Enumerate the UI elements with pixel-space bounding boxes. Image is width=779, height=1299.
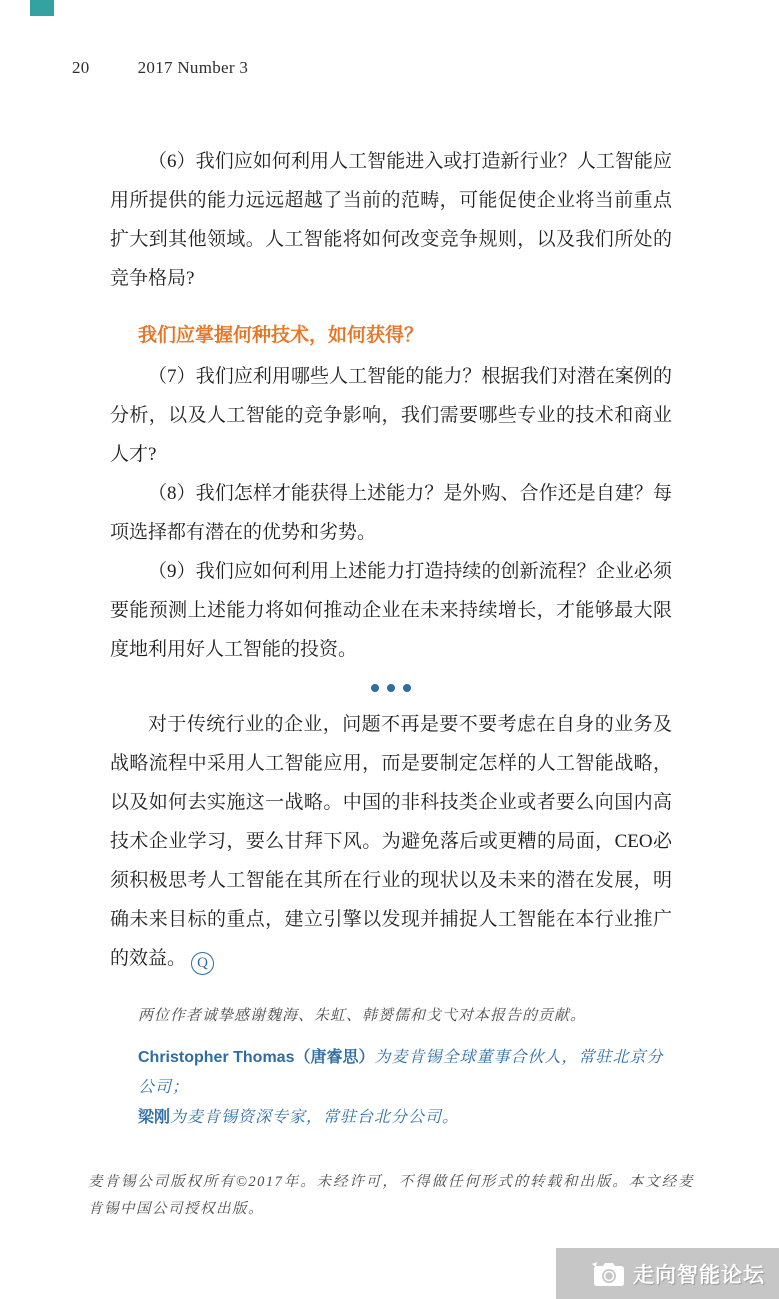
author-bios: [138, 1043, 672, 1133]
paragraph-question-9: （9）我们应如何利用上述能力打造持续的创新流程？企业必须要能预测上述能力将如何推动企业在未来持续增长，才能够最大限度地利用好人工智能的投资。: [110, 561, 672, 660]
paragraph-question-8: （8）我们怎样才能获得上述能力？是外购、合作还是自建？每项选择都有潜在的优势和劣势。: [110, 483, 672, 543]
copyright-notice: 麦肯锡公司版权所有©2017年。未经许可，不得做任何形式的转载和出版。本文经麦肯锡中国公司授权出版。: [88, 1174, 694, 1217]
paragraph-question-7: （7）我们应利用哪些人工智能的能力？根据我们对潜在案例的分析，以及人工智能的竞争影响，我们需要哪些专业的技术和商业人才?: [110, 366, 672, 465]
section-divider-dots: [110, 683, 672, 693]
article-body: [88, 142, 694, 1223]
author-1-name: Christopher Thomas（唐睿思）: [138, 1049, 375, 1066]
circled-q-end-mark-icon: Q: [191, 952, 214, 975]
conclusion-text: 对于传统行业的企业，问题不再是要不要考虑在自身的业务及战略流程中采用人工智能应用，而是要制定怎样的人工智能战略，以及如何去实施这一战略。中国的非科技类企业或者要么向国内高技术企业学习，要么甘拜下风。为避免落后或更糟的局面，CEO必须积极思考人工智能在其所在行业的现状以及未来的潜在发展，明确未来目标的重点，建立引擎以发现并捕捉人工智能在本行业推广的效益。: [110, 714, 672, 969]
acknowledgment-note: 两位作者诚挚感谢魏海、朱虹、韩赟儒和戈弋对本报告的贡献。: [138, 1008, 587, 1024]
paragraph-conclusion: [110, 705, 672, 978]
author-bio-line: [138, 1043, 672, 1103]
page-header: [0, 0, 779, 78]
corner-brand-square: [30, 0, 54, 16]
author-2-name: 梁刚: [138, 1109, 171, 1126]
author-bio-line: [138, 1103, 672, 1133]
divider-dot-icon: [371, 684, 379, 692]
page-number: 20: [72, 58, 90, 77]
issue-title: 2017 Number 3: [137, 58, 249, 77]
author-2-description: 为麦肯锡资深专家，常驻台北分公司。: [170, 1109, 460, 1126]
author-1-description: 为麦肯锡全球董事合伙人，常驻北京分公司；: [138, 1049, 664, 1096]
divider-dot-icon: [403, 684, 411, 692]
divider-dot-icon: [387, 684, 395, 692]
section-heading: 我们应掌握何种技术，如何获得？: [138, 325, 424, 346]
camera-icon: [591, 1261, 625, 1287]
paragraph-question-6: （6）我们应如何利用人工智能进入或打造新行业？人工智能应用所提供的能力远远超越了当前的范畴，可能促使企业将当前重点扩大到其他领域。人工智能将如何改变竞争规则，以及我们所处的竞争格局?: [110, 151, 672, 289]
watermark-banner: [556, 1248, 779, 1299]
watermark-label: 走向智能论坛: [633, 1263, 765, 1287]
